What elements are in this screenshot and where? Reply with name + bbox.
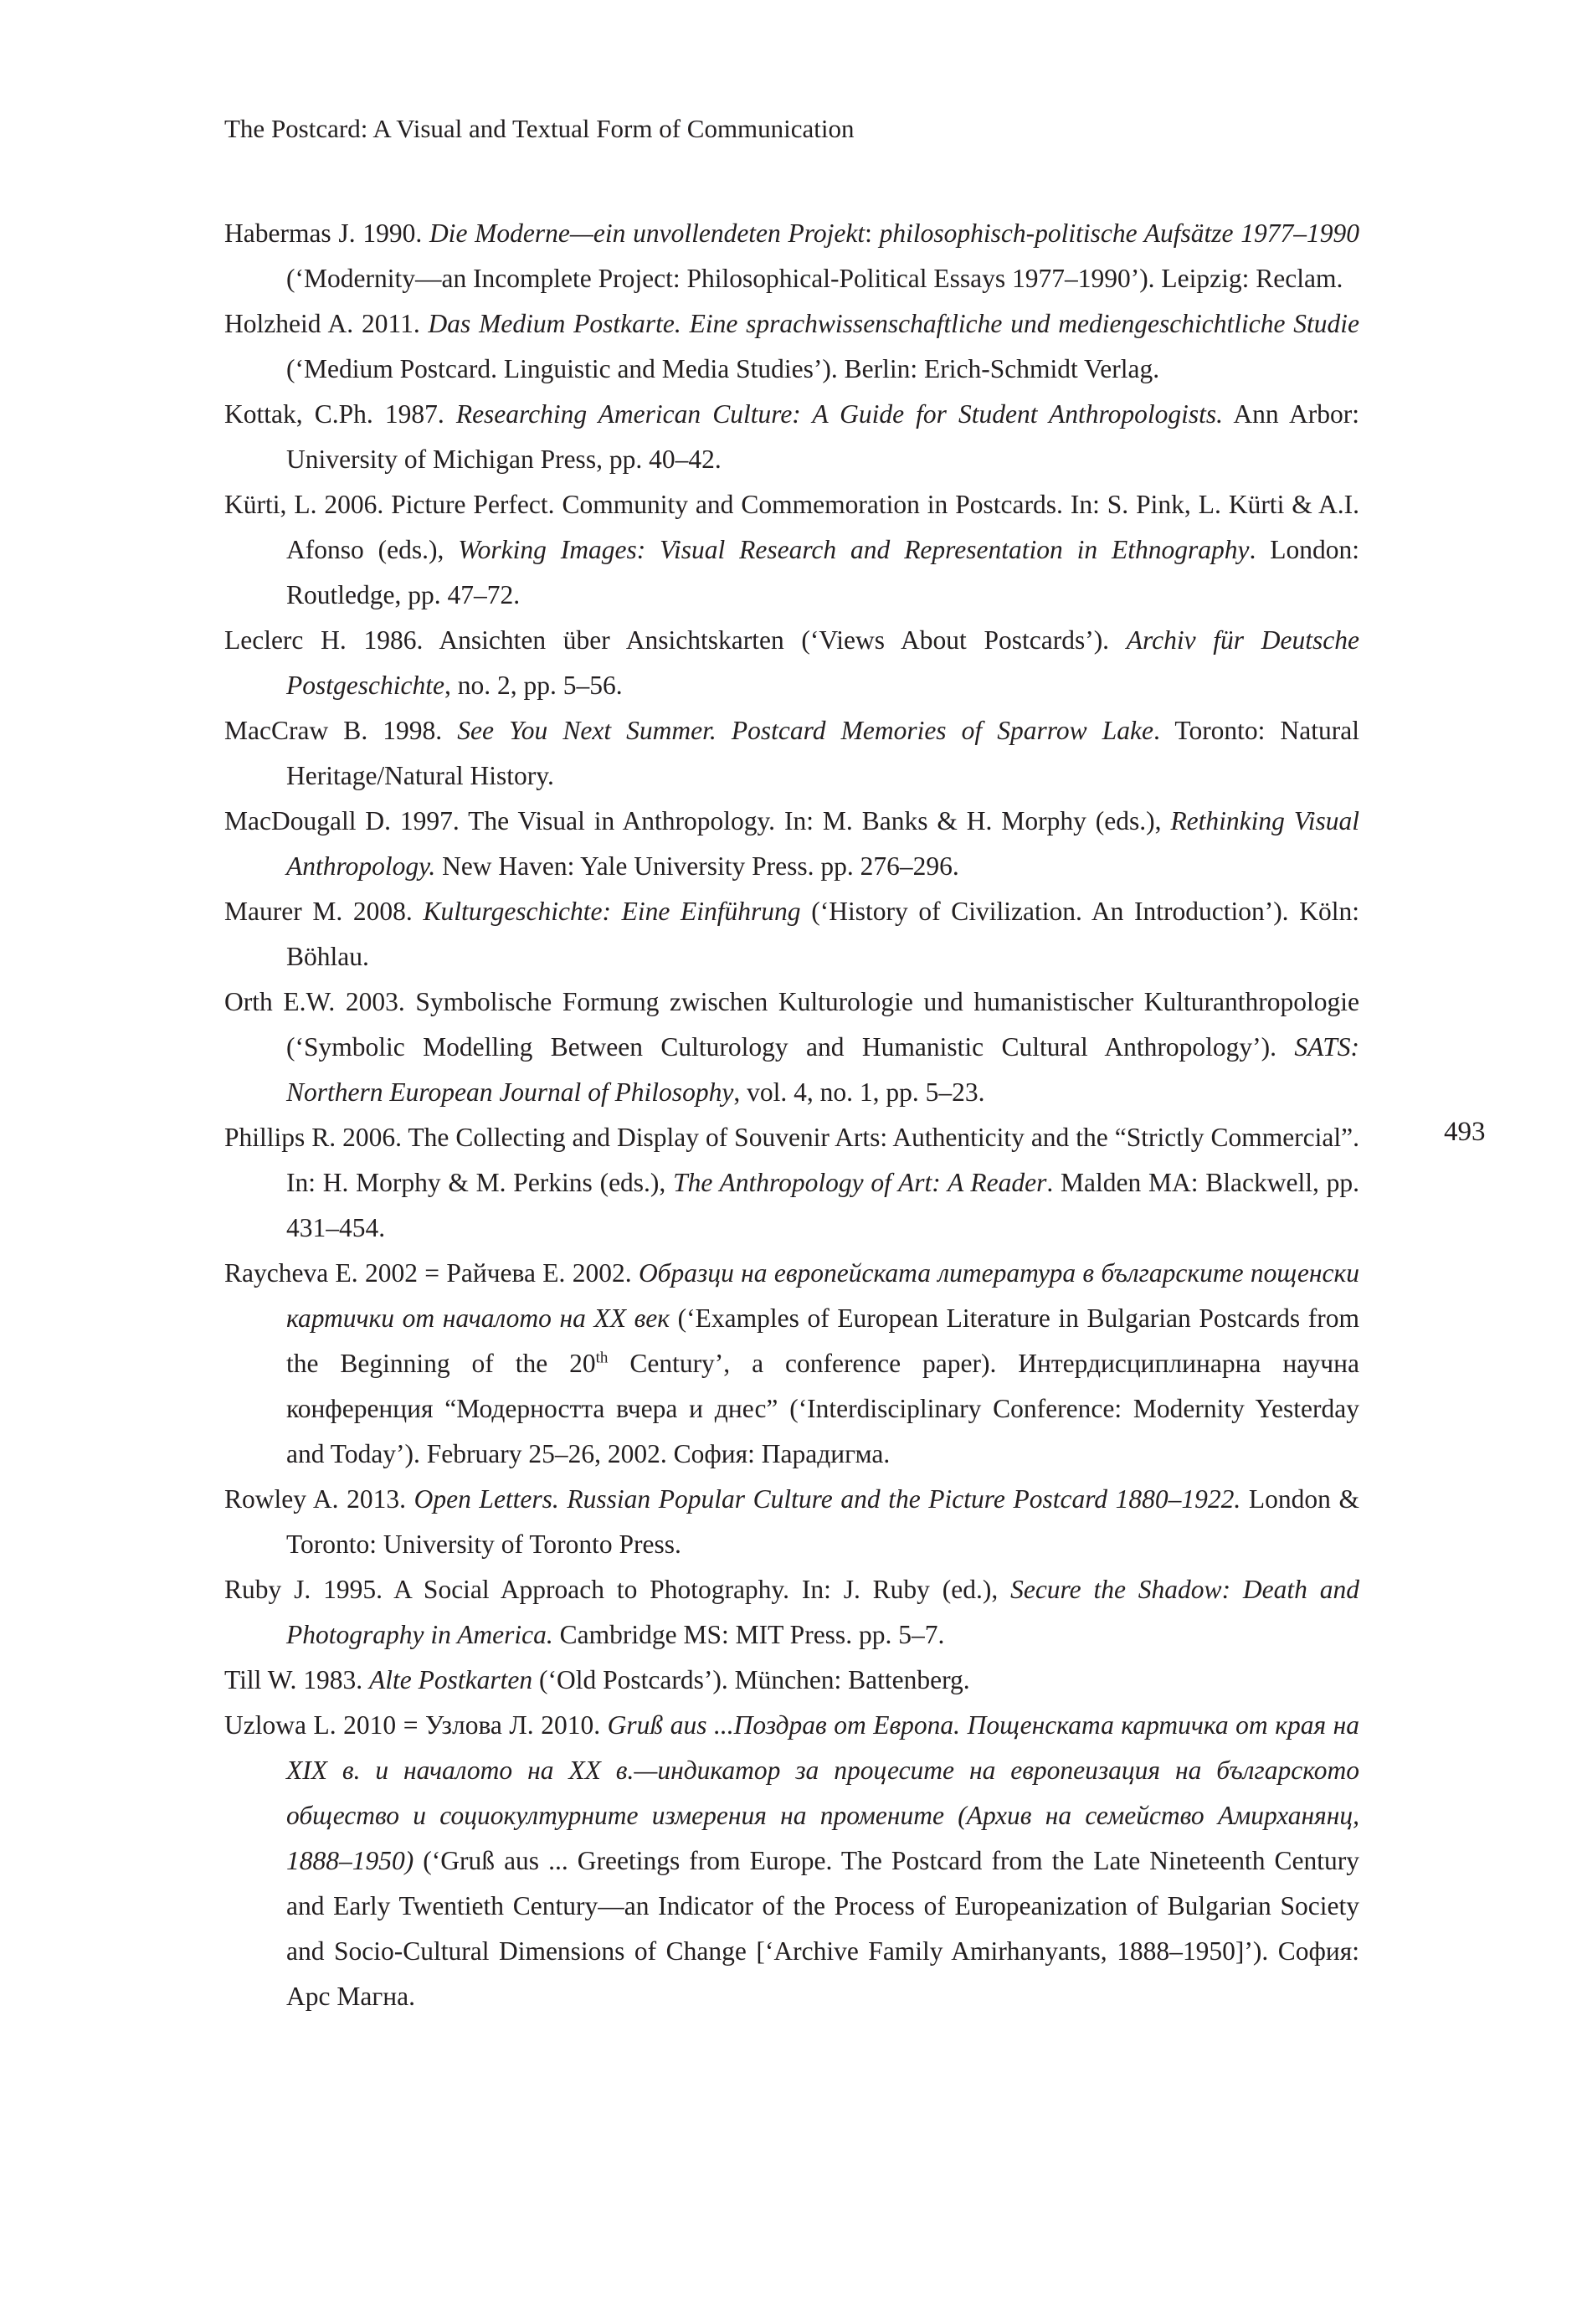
reference-entry <box>224 889 1359 979</box>
reference-text: Uzlowa L. 2010 = Узлова Л. 2010. <box>224 1710 608 1740</box>
reference-title: Alte Postkarten <box>369 1665 533 1694</box>
reference-entry <box>224 708 1359 799</box>
reference-entry <box>224 482 1359 618</box>
reference-entry <box>224 1115 1359 1251</box>
reference-text: . London: Routledge, pp. 47–72. <box>286 535 1360 609</box>
reference-text: , vol. 4, no. 1, pp. 5–23. <box>733 1077 985 1107</box>
reference-text: : <box>865 219 880 248</box>
reference-text: Ruby J. 1995. A Social Approach to Photography. In: J. Ruby (ed.), <box>224 1575 1011 1604</box>
reference-text: . Toronto: Natural Heritage/Natural History. <box>286 716 1359 790</box>
reference-superscript: th <box>595 1349 609 1367</box>
reference-text: Phillips R. 2006. The Collecting and Display of Souvenir Arts: Authenticity and the “Strictly Commercial”. In: H. Morphy & M. Perkins (eds.), <box>224 1123 1359 1197</box>
reference-entry <box>224 979 1359 1115</box>
reference-entry <box>224 301 1359 392</box>
reference-entry <box>224 1477 1359 1567</box>
reference-text: Maurer M. 2008. <box>224 897 424 926</box>
reference-entry <box>224 1658 1359 1703</box>
reference-text: . Malden MA: Blackwell, pp. 431–454. <box>286 1168 1359 1242</box>
reference-title: Open Letters. Russian Popular Culture and the Picture Postcard 1880–1922. <box>413 1484 1241 1514</box>
reference-entry <box>224 211 1359 301</box>
reference-text: Cambridge MS: MIT Press. pp. 5–7. <box>552 1620 945 1649</box>
reference-text: (‘Modernity—an Incomplete Project: Philosophical-Political Essays 1977–1990’). Leipzig: Reclam. <box>286 264 1343 293</box>
reference-title: Kulturgeschichte: Eine Einführung <box>423 897 801 926</box>
reference-title: See You Next Summer. Postcard Memories of Sparrow Lake <box>457 716 1153 745</box>
reference-title: Working Images: Visual Research and Representation in Ethnography <box>458 535 1250 564</box>
reference-title: philosophisch-politische Aufsätze 1977–1990 <box>879 219 1359 248</box>
reference-text: Rowley A. 2013. <box>224 1484 414 1514</box>
reference-title: Die Moderne—ein unvollendeten Projekt <box>429 219 865 248</box>
reference-text: London & Toronto: University of Toronto Press. <box>286 1484 1359 1559</box>
reference-text: (‘Old Postcards’). München: Battenberg. <box>532 1665 970 1694</box>
reference-text: Century’, a conference paper). Интердисциплинарна научна конференция “Модерността вчера и днес” (‘Interdisciplinary Conference: Modernity Yesterday and Today’). February 25–26, 2002. София: Парадигма. <box>286 1349 1359 1468</box>
reference-text: Habermas J. 1990. <box>224 219 429 248</box>
reference-text: (‘History of Civilization. An Introduction’). Köln: Böhlau. <box>286 897 1359 971</box>
reference-entry <box>224 618 1359 708</box>
reference-text: Raycheva E. 2002 = Райчева Е. 2002. <box>224 1258 639 1288</box>
reference-entry <box>224 1567 1359 1658</box>
reference-title: Rethinking Visual Anthropology. <box>286 806 1359 881</box>
reference-text: Ann Arbor: University of Michigan Press, pp. 40–42. <box>286 399 1360 474</box>
reference-entry <box>224 799 1359 889</box>
running-head: The Postcard: A Visual and Textual Form of Communication <box>224 114 855 143</box>
reference-entry <box>224 1703 1359 2019</box>
reference-text: MacDougall D. 1997. The Visual in Anthropology. In: M. Banks & H. Morphy (eds.), <box>224 806 1171 836</box>
reference-title: Das Medium Postkarte. Eine sprachwissenschaftliche und mediengeschichtliche Studie <box>428 309 1359 338</box>
reference-text: Till W. 1983. <box>224 1665 370 1694</box>
reference-text: Orth E.W. 2003. Symbolische Formung zwischen Kulturologie und humanistischer Kulturanthropologie (‘Symbolic Modelling Between Culturology and Humanistic Cultural Anthropology’). <box>224 987 1359 1062</box>
reference-text: Kottak, C.Ph. 1987. <box>224 399 456 429</box>
reference-title: The Anthropology of Art: A Reader <box>673 1168 1047 1197</box>
reference-title: SATS: Northern European Journal of Philosophy <box>286 1032 1359 1107</box>
reference-entry <box>224 392 1359 482</box>
reference-text: Kürti, L. 2006. Picture Perfect. Community and Commemoration in Postcards. In: S. Pink, L. Kürti & A.I. Afonso (eds.), <box>224 490 1359 564</box>
reference-text: (‘Examples of European Literature in Bulgarian Postcards from the Beginning of the 20 <box>286 1303 1359 1378</box>
reference-text: Leclerc H. 1986. Ansichten über Ansichtskarten (‘Views About Postcards’). <box>224 625 1127 655</box>
reference-text: , no. 2, pp. 5–56. <box>444 671 623 700</box>
reference-title: Archiv für Deutsche Postgeschichte <box>286 625 1359 700</box>
reference-text: New Haven: Yale University Press. pp. 276–296. <box>435 851 959 881</box>
page-number: 493 <box>1444 1117 1486 1147</box>
reference-text: (‘Medium Postcard. Linguistic and Media Studies’). Berlin: Erich-Schmidt Verlag. <box>286 354 1160 383</box>
reference-title: Secure the Shadow: Death and Photography in America. <box>286 1575 1359 1649</box>
reference-title: Образци на европейската литература в българските пощенски картички от началото на ХХ век <box>286 1258 1360 1333</box>
reference-text: Holzheid A. 2011. <box>224 309 429 338</box>
reference-title: Researching American Culture: A Guide for Student Anthropologists. <box>455 399 1224 429</box>
reference-text: (‘Gruß aus ... Greetings from Europe. The Postcard from the Late Nineteenth Century and Early Twentieth Century—an Indicator of the Process of Europeanization of Bulgarian Society and Socio-Cultural Dimensions of Change [‘Archive Family Amirhanyants, 1888–1950]’). София: Арс Магна. <box>286 1846 1359 2011</box>
reference-text: MacCraw B. 1998. <box>224 716 458 745</box>
reference-entry <box>224 1251 1359 1477</box>
reference-list <box>224 211 1359 2019</box>
reference-title: Gruß aus ...Поздрав от Европа. Пощенската картичка от края на ХIХ в. и началото на ХХ в.—индикатор за процесите на европеизация на българското общество и социокултурните измерения на промените (Архив на семейство Амирханянц, 1888–1950) <box>286 1710 1360 1875</box>
